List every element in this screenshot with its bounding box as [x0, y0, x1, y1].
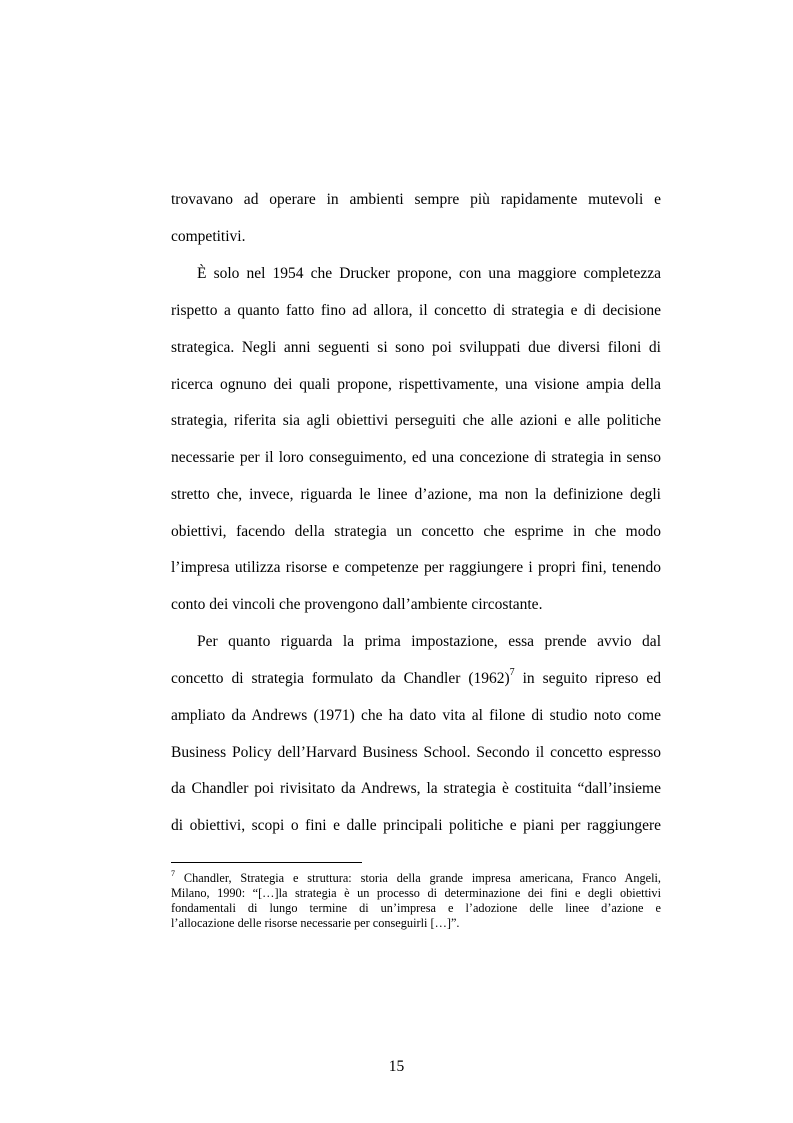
body-line: l’impresa utilizza risorse e competenze per raggiungere i propri fini, tenendo	[171, 559, 661, 576]
body-line: stretto che, invece, riguarda le linee d’azione, ma non la definizione degli	[171, 486, 661, 503]
body-line-with-footnote-ref	[171, 666, 661, 689]
body-line-segment: in seguito ripreso ed	[514, 670, 661, 687]
body-line: conto dei vincoli che provengono dall’ambiente circostante.	[171, 596, 543, 613]
footnote-line	[171, 868, 661, 886]
footnote-line: Milano, 1990: “[…]la strategia è un processo di determinazione dei fini e degli obiettivi	[171, 886, 661, 900]
body-line: Per quanto riguarda la prima impostazione, essa prende avvio dal	[197, 633, 661, 650]
footnote-line: fondamentali di lungo termine di un’impresa e l’adozione delle linee d’azione e	[171, 901, 661, 915]
body-line: ampliato da Andrews (1971) che ha dato vita al filone di studio noto come	[171, 707, 661, 724]
body-line: rispetto a quanto fatto fino ad allora, il concetto di strategia e di decisione	[171, 302, 661, 319]
body-line: obiettivi, facendo della strategia un concetto che esprime in che modo	[171, 523, 661, 540]
body-line: Business Policy dell’Harvard Business School. Secondo il concetto espresso	[171, 744, 661, 761]
footnote-text: Chandler, Strategia e struttura: storia della grande impresa americana, Franco Angeli,	[175, 871, 661, 885]
body-line: da Chandler poi rivisitato da Andrews, la strategia è costituita “dall’insieme	[171, 780, 661, 797]
body-line: strategica. Negli anni seguenti si sono poi sviluppati due diversi filoni di	[171, 339, 661, 356]
body-line: ricerca ognuno dei quali propone, rispettivamente, una visione ampia della	[171, 376, 661, 393]
body-line: È solo nel 1954 che Drucker propone, con una maggiore completezza	[197, 265, 661, 282]
footnote-marker: 7	[171, 868, 175, 878]
body-line: necessarie per il loro conseguimento, ed una concezione di strategia in senso	[171, 449, 661, 466]
body-line: strategia, riferita sia agli obiettivi perseguiti che alle azioni e alle politiche	[171, 412, 661, 429]
footnote-line: l’allocazione delle risorse necessarie per conseguirli […]”.	[171, 916, 460, 930]
footnote-separator	[171, 862, 362, 863]
body-line: trovavano ad operare in ambienti sempre più rapidamente mutevoli e	[171, 191, 661, 208]
body-line: competitivi.	[171, 228, 246, 245]
page-number: 15	[388, 1058, 405, 1075]
body-line-segment: concetto di strategia formulato da Chandler (1962)	[171, 670, 510, 687]
footnote-reference: 7	[509, 666, 515, 678]
body-line: di obiettivi, scopi o fini e dalle principali politiche e piani per raggiungere	[171, 817, 661, 834]
